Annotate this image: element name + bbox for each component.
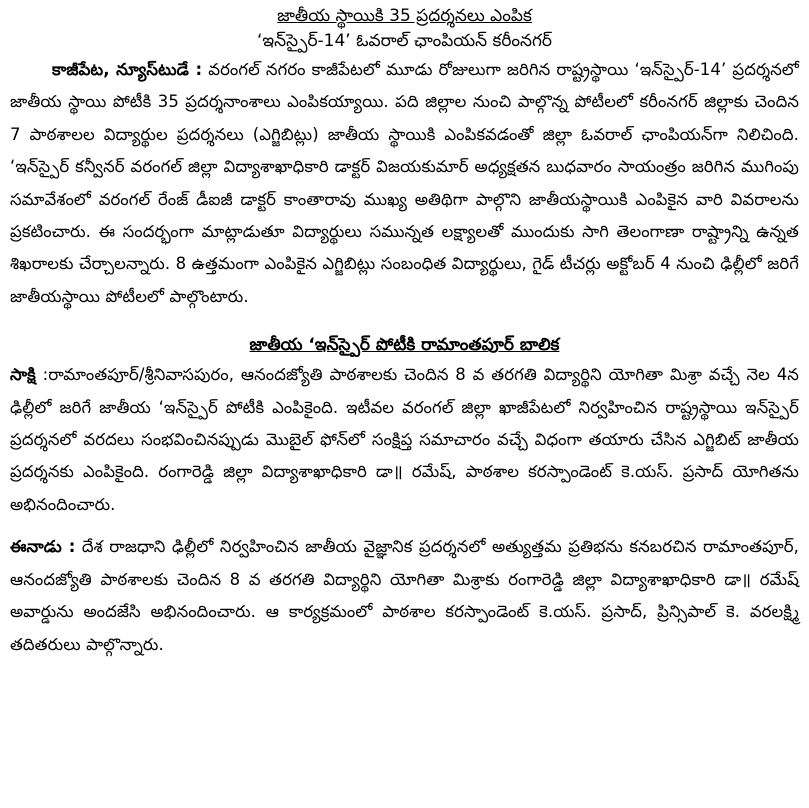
article2-headline: జాతీయ ‘ఇన్‌స్పైర్‌ పోటీకి రామాంతపూర్‌ బాలిక	[249, 335, 560, 356]
article1-subheadline: ‘ఇన్‌స్పైర్‌-14’ ఓవరాల్‌ ఛాంపియన్‌ కరీంనగర్‌	[257, 31, 552, 51]
article2-sakshi-text: :రామాంతపూర్‌/శ్రీనివాసపురం, ఆనందజ్యోతి పాఠశాలకు చెందిన 8 వ తరగతి విద్యార్థిని యోగితా మిశ్రా వచ్చే నెల 4న ఢిల్లీలో జరిగే జాతీయ ‘ఇన్‌స్పైర్‌ పోటీకి ఎంపికైంది. ఇటీవల వరంగల్‌ జిల్లా ఖాజీపేటలో నిర్వహించిన రాష్ట్రస్థాయి ఇన్‌స్పైర్‌ ప్రదర్శనలో వరదలు సంభవించినప్పుడు మొబైల్‌ ఫోన్‌లో సంక్షిప్త సమాచారం వచ్చే విధంగా తయారు చేసిన ఎగ్జిబిట్‌ జాతీయ ప్రదర్శనకు ఎంపికైంది. రంగారెడ్డి జిల్లా విద్యాశాఖాధికారి డా॥ రమేష్‌, పాఠశాల కరస్పాండెంట్‌ కె.యస్‌. ప్రసాద్‌ యోగితను అభినందించారు.	[10, 365, 799, 514]
article1-headline: జాతీయ స్థాయికి 35 ప్రదర్శనలు ఎంపిక	[277, 6, 532, 26]
article2-eenadu-paragraph	[10, 531, 799, 661]
article2-eenadu-text: దేశ రాజధాని ఢిల్లీలో నిర్వహించిన జాతీయ వైజ్ఞానిక ప్రదర్శనలో అత్యుత్తమ ప్రతిభను కనబరచిన రామాంతపూర్‌, ఆనందజ్యోతి పాఠశాలకు చెందిన 8 వ తరగతి విద్యార్థిని యోగితా మిశ్రాకు రంగారెడ్డి జిల్లా విద్యాశాఖాధికారి డా॥ రమేష్‌ అవార్డును అందజేసి అభినందించారు. ఆ కార్యక్రమంలో పాఠశాల కరస్పాండెంట్‌ కె.యస్‌. ప్రసాద్‌, ప్రిన్సిపాల్‌ కె. వరలక్ష్మి తదితరులు పాల్గొన్నారు.	[10, 537, 799, 654]
section-gap	[10, 313, 799, 323]
article1-body	[10, 54, 799, 313]
article2-eenadu-source: ఈనాడు :	[10, 537, 76, 557]
paragraph-gap	[10, 521, 799, 531]
article2-sakshi-paragraph	[10, 359, 799, 521]
article1-source: కాజీపేట, న్యూస్‌టుడే :	[52, 60, 203, 79]
article2-sakshi-source: సాక్షి	[10, 365, 36, 385]
article1-text: వరంగల్‌ నగరం కాజీపేటలో మూడు రోజులుగా జరిగిన రాష్ట్రస్థాయి ‘ఇన్‌స్పైర్‌-14’ ప్రదర్శనలో జాతీయ స్థాయి పోటీకి 35 ప్రదర్శనాంశాలు ఎంపికయ్యాయి. పది జిల్లాల నుంచి పాల్గొన్న పోటీలలో కరీంనగర్‌ జిల్లాకు చెందిన 7 పాఠశాలల విద్యార్థుల ప్రదర్శనలు (ఎగ్జిబిట్లు) జాతీయ స్థాయికి ఎంపికవడంతో జిల్లా ఓవరాల్‌ ఛాంపియన్‌గా నిలిచింది. ‘ఇన్‌స్పైర్‌ కన్వీనర్‌ వరంగల్‌ జిల్లా విద్యాశాఖాధికారి డాక్టర్‌ విజయకుమార్‌ అధ్యక్షతన బుధవారం సాయంత్రం జరిగిన ముగింపు సమావేశంలో వరంగల్‌ రేంజ్‌ డీఐజీ డాక్టర్‌ కాంతారావు ముఖ్య అతిథిగా పాల్గొని జాతీయస్థాయికి ఎంపికైన వారి వివరాలను ప్రకటించారు. ఈ సందర్భంగా మాట్లాడుతూ విద్యార్థులు సమున్నత లక్ష్యాలతో ముందుకు సాగి తెలంగాణా రాష్ట్రాన్ని ఉన్నత శిఖరాలకు చేర్చాలన్నారు. 8 ఉత్తమంగా ఎంపికైన ఎగ్జిబిట్లు సంబంధిత విద్యార్థులు, గైడ్‌ టీచర్లు అక్టోబర్‌ 4 నుంచి ఢిల్లీలో జరిగే జాతీయస్థాయి పోటీలలో పాల్గొంటారు.	[10, 60, 800, 306]
